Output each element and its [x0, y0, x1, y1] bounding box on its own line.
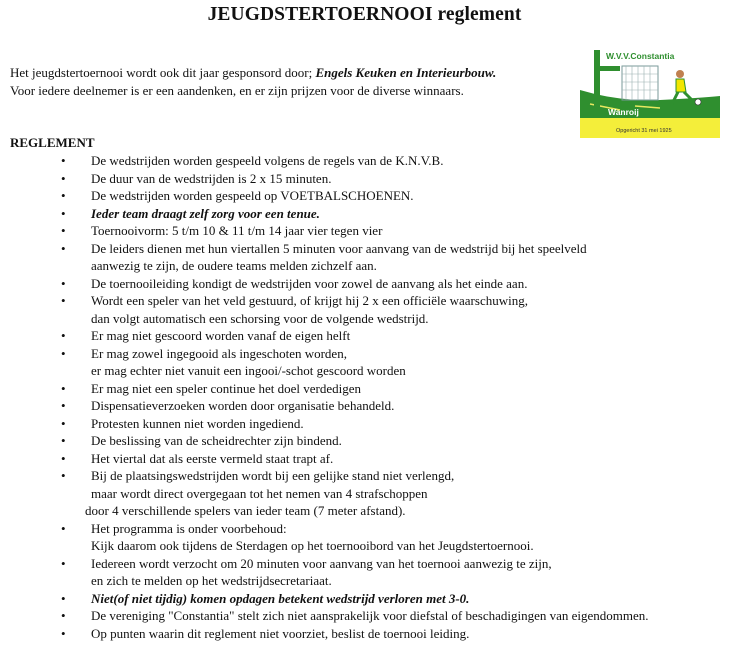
bullet-icon: • [61, 345, 66, 361]
logo-ball [695, 99, 701, 105]
bullet-icon: • [61, 240, 66, 256]
section-heading: REGLEMENT [10, 135, 95, 150]
rule-item [0, 625, 729, 643]
rule-item [0, 415, 729, 433]
rule-text-line: Het programma is onder voorbehoud: [91, 520, 287, 536]
logo-club-name: W.V.V.Constantia [606, 51, 675, 61]
rule-text-line: Toernooivorm: 5 t/m 10 & 11 t/m 14 jaar vier tegen vier [91, 223, 383, 238]
logo-goal-post [594, 50, 600, 110]
rule-text-line: Niet(of niet tijdig) komen opdagen betekent wedstrijd verloren met 3-0. [91, 590, 470, 606]
intro-text [10, 64, 496, 100]
rule-text-line: aanwezig te zijn, de oudere teams melden zichzelf aan. [91, 258, 377, 273]
bullet-icon: • [61, 188, 66, 203]
rule-item [0, 240, 729, 275]
rule-item [0, 205, 729, 223]
rule-item [0, 152, 729, 170]
rule-item [0, 275, 729, 293]
bullet-icon: • [61, 555, 66, 571]
page-title: JEUGDSTERTOERNOOI reglement [207, 4, 522, 25]
rule-item [0, 397, 729, 415]
bullet-icon: • [61, 415, 66, 431]
rule-text-line: De beslissing van de scheidrechter zijn bindend. [91, 433, 342, 448]
rules-list [0, 152, 729, 642]
bullet-icon: • [61, 275, 66, 291]
bullet-icon: • [61, 608, 66, 623]
rule-text-line: De wedstrijden worden gespeeld volgens de regels van de K.N.V.B. [91, 153, 444, 168]
rule-text-line: dan volgt automatisch een schorsing voor de volgende wedstrijd. [91, 310, 429, 326]
club-logo-graphic [580, 44, 720, 138]
logo-town: Wanroij [608, 107, 639, 117]
rule-item [0, 432, 729, 450]
bullet-icon: • [61, 205, 66, 221]
rule-text-line: door 4 verschillende spelers van ieder team (7 meter afstand). [85, 503, 406, 518]
rule-text-line: De toernooileiding kondigt de wedstrijden voor zowel de aanvang als het einde aan. [91, 275, 528, 291]
intro-line-1 [10, 64, 496, 82]
bullet-icon: • [61, 625, 66, 641]
bullet-icon: • [61, 433, 66, 448]
rule-text-line: De duur van de wedstrijden is 2 x 15 minuten. [91, 170, 332, 186]
bullet-icon: • [61, 590, 66, 606]
rule-text-line: Iedereen wordt verzocht om 20 minuten voor aanvang van het toernooi aanwezig te zijn, [91, 555, 552, 571]
rule-item [0, 607, 729, 625]
rule-text-line: Dispensatieverzoeken worden door organisatie behandeld. [91, 398, 395, 413]
bullet-icon: • [61, 468, 66, 483]
bullet-icon: • [61, 153, 66, 168]
rule-item [0, 222, 729, 240]
rule-item [0, 380, 729, 398]
bullet-icon: • [61, 293, 66, 308]
bullet-icon: • [61, 520, 66, 536]
rule-item [0, 170, 729, 188]
rule-text-line: Kijk daarom ook tijdens de Sterdagen op het toernooibord van het Jeugdstertoernooi. [91, 538, 534, 553]
sponsor-name: Engels Keuken en Interieurbouw. [315, 65, 497, 80]
rule-text-line: Bij de plaatsingswedstrijden wordt bij een gelijke stand niet verlengd, [91, 468, 455, 483]
logo-founded: Opgericht 31 mei 1925 [616, 128, 672, 134]
rule-text-line: De leiders dienen met hun viertallen 5 minuten voor aanvang van de wedstrijd bij het speelveld [91, 240, 587, 256]
rule-text-line: De vereniging "Constantia" stelt zich niet aansprakelijk voor diefstal of beschadigingen van eigendommen. [91, 608, 649, 623]
intro-prefix: Het jeugdstertoernooi wordt ook dit jaar gesponsord door; [10, 65, 316, 80]
rule-item [0, 327, 729, 345]
rule-item [0, 590, 729, 608]
rule-text-line: en zich te melden op het wedstrijdsecretariaat. [91, 573, 332, 588]
rule-text-line: Ieder team draagt zelf zorg voor een tenue. [91, 205, 320, 221]
rule-text-line: Protesten kunnen niet worden ingediend. [91, 415, 304, 431]
bullet-icon: • [61, 223, 66, 238]
rule-item [0, 555, 729, 590]
logo-player-shirt [676, 79, 686, 92]
logo-player-head [676, 70, 684, 78]
rule-text-line: De wedstrijden worden gespeeld op VOETBALSCHOENEN. [91, 188, 414, 203]
rule-item [0, 345, 729, 380]
rule-text-line: Het viertal dat als eerste vermeld staat trapt af. [91, 450, 334, 466]
rule-text-line: er mag echter niet vanuit een ingooi/-schot gescoord worden [91, 363, 406, 378]
rule-text-line: Er mag niet gescoord worden vanaf de eigen helft [91, 328, 351, 343]
rule-text-line: Er mag niet een speler continue het doel verdedigen [91, 380, 362, 396]
rule-text-line: Er mag zowel ingegooid als ingeschoten worden, [91, 345, 347, 361]
intro-line-2: Voor iedere deelnemer is er een aandenken, en er zijn prijzen voor de diverse winnaars. [10, 83, 464, 98]
rule-item [0, 520, 729, 555]
rule-item [0, 187, 729, 205]
bullet-icon: • [61, 170, 66, 186]
bullet-icon: • [61, 380, 66, 396]
rule-text-line: maar wordt direct overgegaan tot het nemen van 4 strafschoppen [91, 485, 428, 501]
rule-item [0, 292, 729, 327]
logo-goal-bar [594, 66, 620, 71]
rule-item [0, 467, 729, 520]
rule-item [0, 450, 729, 468]
bullet-icon: • [61, 398, 66, 413]
bullet-icon: • [61, 328, 66, 343]
rule-text-line: Op punten waarin dit reglement niet voorziet, beslist de toernooi leiding. [91, 625, 470, 641]
club-logo [580, 44, 720, 138]
rule-text-line: Wordt een speler van het veld gestuurd, of krijgt hij 2 x een officiële waarschuwing, [91, 293, 528, 308]
bullet-icon: • [61, 450, 66, 466]
